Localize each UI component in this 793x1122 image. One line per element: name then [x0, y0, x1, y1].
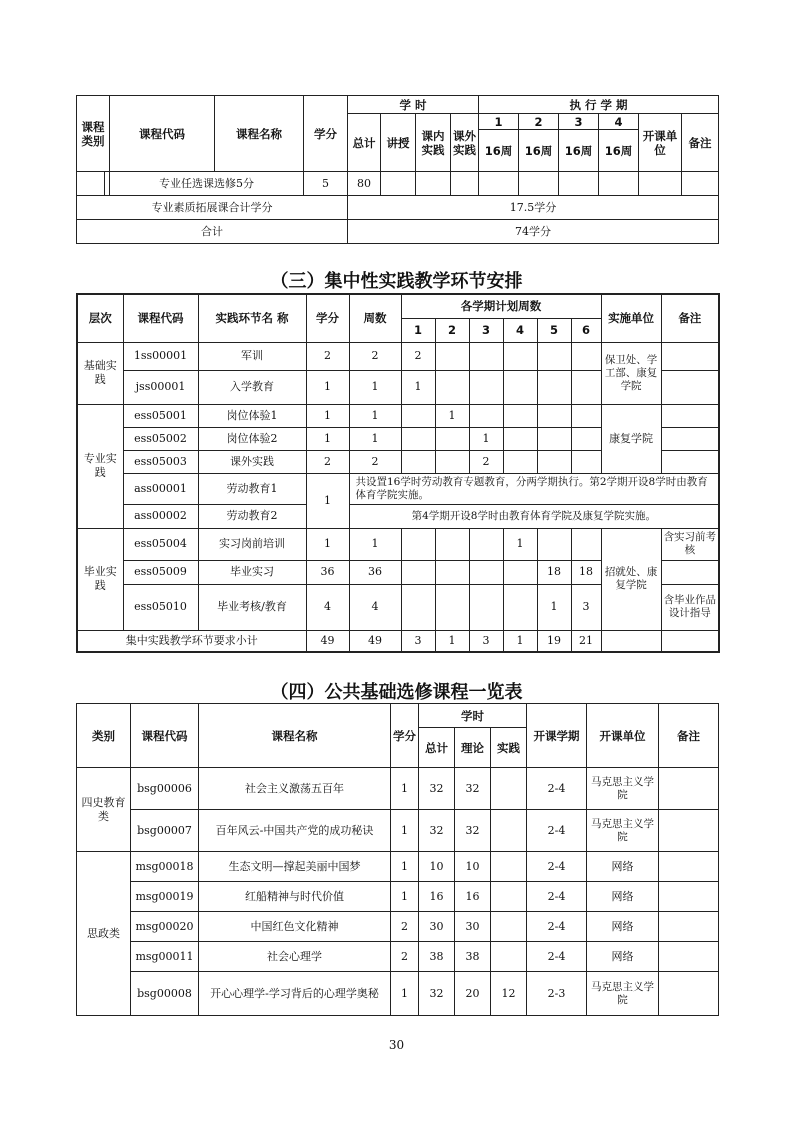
sem-value: 2: [469, 450, 503, 473]
unit: 马克思主义学院: [587, 768, 659, 810]
credit: 2: [306, 342, 349, 370]
credit: 1: [391, 882, 419, 912]
sem-value: 1: [469, 427, 503, 450]
term: 2-4: [527, 810, 587, 852]
header-unit: 开课单位: [639, 114, 682, 172]
header-code: 课程代码: [131, 704, 199, 768]
unit-grad: 招就处、康复学院: [601, 528, 661, 630]
header-weeks: 16周: [559, 130, 599, 172]
header-note: 备注: [661, 294, 719, 342]
credit: 1: [306, 427, 349, 450]
code: jss00001: [123, 370, 198, 404]
credit: 1: [391, 852, 419, 882]
code: msg00018: [131, 852, 199, 882]
subtotal-label: 集中实践教学环节要求小计: [77, 630, 306, 652]
elective-total: 80: [348, 172, 381, 196]
term: 2-3: [527, 972, 587, 1016]
header-weeks: 16周: [599, 130, 639, 172]
header-unit: 实施单位: [601, 294, 661, 342]
unit: 马克思主义学院: [587, 810, 659, 852]
term: 2-4: [527, 768, 587, 810]
subtotal-weeks: 49: [349, 630, 401, 652]
header-note: 备注: [659, 704, 719, 768]
group-grad: 毕业实践: [77, 528, 123, 630]
header-exec-semester: 执 行 学 期: [479, 96, 719, 114]
unit: 网络: [587, 942, 659, 972]
weeks: 1: [349, 370, 401, 404]
weeks: 36: [349, 560, 401, 584]
header-term: 开课学期: [527, 704, 587, 768]
code: ess05002: [123, 427, 198, 450]
header-sem: 3: [559, 114, 599, 130]
header-credit: 学分: [391, 704, 419, 768]
section3-title: （三）集中性实践教学环节安排: [270, 271, 523, 292]
sem-value: 1: [401, 370, 435, 404]
term: 2-4: [527, 942, 587, 972]
practice: [491, 912, 527, 942]
labor-note-2: 第4学期开设8学时由教育体育学院及康复学院实施。: [349, 504, 719, 528]
header-sem: 5: [537, 318, 571, 342]
total: 38: [419, 942, 455, 972]
total: 32: [419, 810, 455, 852]
unit-basic: 保卫处、学工部、康复学院: [601, 342, 661, 404]
credit: 1: [306, 370, 349, 404]
code: bsg00007: [131, 810, 199, 852]
link-name: 军训: [198, 342, 306, 370]
category-politics: 思政类: [77, 852, 131, 1016]
header-unit: 开课单位: [587, 704, 659, 768]
theory: 10: [455, 852, 491, 882]
course-name: 中国红色文化精神: [199, 912, 391, 942]
header-lecture: 讲授: [381, 114, 416, 172]
total: 16: [419, 882, 455, 912]
header-weeks: 16周: [479, 130, 519, 172]
unit: 网络: [587, 882, 659, 912]
weeks: 1: [349, 528, 401, 560]
header-hours: 学时: [419, 704, 527, 728]
credit: 2: [306, 450, 349, 473]
credit: 36: [306, 560, 349, 584]
theory: 32: [455, 768, 491, 810]
header-code: 课程代码: [123, 294, 198, 342]
theory: 20: [455, 972, 491, 1016]
header-weeks: 16周: [519, 130, 559, 172]
note-grad: 含毕业作品设计指导: [661, 584, 719, 630]
total-value: 74学分: [348, 220, 719, 244]
header-name: 课程名称: [199, 704, 391, 768]
header-credit: 学分: [304, 96, 348, 172]
header-sem: 4: [503, 318, 537, 342]
link-name: 入学教育: [198, 370, 306, 404]
unit: 马克思主义学院: [587, 972, 659, 1016]
weeks: 1: [349, 427, 401, 450]
sem-value: 3: [571, 584, 601, 630]
term: 2-4: [527, 852, 587, 882]
practice: [491, 810, 527, 852]
header-sem: 6: [571, 318, 601, 342]
total: 10: [419, 852, 455, 882]
theory: 32: [455, 810, 491, 852]
credit: 4: [306, 584, 349, 630]
credit: 1: [391, 810, 419, 852]
code: ass00001: [123, 473, 198, 504]
header-sem: 1: [401, 318, 435, 342]
credit: 1: [306, 404, 349, 427]
header-sem: 3: [469, 318, 503, 342]
link-name: 岗位体验1: [198, 404, 306, 427]
header-level: 层次: [77, 294, 123, 342]
course-name: 百年风云-中国共产党的成功秘诀: [199, 810, 391, 852]
header-in-practice: 课内实践: [416, 114, 451, 172]
course-name: 生态文明—撑起美丽中国梦: [199, 852, 391, 882]
weeks: 1: [349, 404, 401, 427]
header-weeks: 周数: [349, 294, 401, 342]
code: 1ss00001: [123, 342, 198, 370]
header-sem: 2: [519, 114, 559, 130]
weeks: 2: [349, 450, 401, 473]
link-name: 课外实践: [198, 450, 306, 473]
header-sem: 4: [599, 114, 639, 130]
subtotal-sem: 1: [435, 630, 469, 652]
note-pre: 含实习前考核: [661, 528, 719, 560]
header-sem: 1: [479, 114, 519, 130]
header-credit: 学分: [306, 294, 349, 342]
group-major: 专业实践: [77, 404, 123, 528]
practice: [491, 852, 527, 882]
header-total: 总计: [419, 728, 455, 768]
practice: [491, 942, 527, 972]
sem-value: 18: [537, 560, 571, 584]
page-number: 30: [388, 1038, 405, 1052]
elective-credit: 5: [304, 172, 348, 196]
group-basic: 基础实践: [77, 342, 123, 404]
link-name: 毕业考核/教育: [198, 584, 306, 630]
public-elective-table: [76, 703, 719, 1016]
total: 30: [419, 912, 455, 942]
theory: 30: [455, 912, 491, 942]
labor-credit: 1: [306, 473, 349, 528]
code: ess05010: [123, 584, 198, 630]
unit: 网络: [587, 852, 659, 882]
sem-value: 2: [401, 342, 435, 370]
code: msg00019: [131, 882, 199, 912]
subtotal-credit: 49: [306, 630, 349, 652]
weeks: 4: [349, 584, 401, 630]
header-name: 课程名称: [215, 96, 304, 172]
sem-value: 1: [537, 584, 571, 630]
category-history: 四史教育类: [77, 768, 131, 852]
subtotal-sem: 1: [503, 630, 537, 652]
elective-name: 专业任选课选修5分: [110, 172, 304, 196]
course-name: 开心心理学-学习背后的心理学奥秘: [199, 972, 391, 1016]
sem-value: 1: [503, 528, 537, 560]
link-name: 劳动教育2: [198, 504, 306, 528]
sem-value: 18: [571, 560, 601, 584]
subtotal-sem: 3: [469, 630, 503, 652]
course-name: 社会心理学: [199, 942, 391, 972]
header-link: 实践环节名 称: [198, 294, 306, 342]
header-practice: 实践: [491, 728, 527, 768]
practice-schedule-table: [76, 293, 720, 653]
code: ess05004: [123, 528, 198, 560]
credit: 1: [391, 972, 419, 1016]
code: ess05001: [123, 404, 198, 427]
theory: 38: [455, 942, 491, 972]
code: msg00020: [131, 912, 199, 942]
labor-note-1: 共设置16学时劳动教育专题教育，分两学期执行。第2学期开设8学时由教育体育学院实施。: [349, 473, 719, 504]
header-category: 课程类别: [77, 96, 110, 172]
header-theory: 理论: [455, 728, 491, 768]
link-name: 岗位体验2: [198, 427, 306, 450]
practice: [491, 882, 527, 912]
course-credit-table: [76, 95, 719, 244]
link-name: 毕业实习: [198, 560, 306, 584]
unit-major: 康复学院: [601, 404, 661, 473]
expand-label: 专业素质拓展课合计学分: [77, 196, 348, 220]
header-plan: 各学期计划周数: [401, 294, 601, 318]
total-label: 合计: [77, 220, 348, 244]
code: bsg00008: [131, 972, 199, 1016]
subtotal-sem: 21: [571, 630, 601, 652]
credit: 1: [306, 528, 349, 560]
term: 2-4: [527, 882, 587, 912]
credit: 2: [391, 942, 419, 972]
header-sem: 2: [435, 318, 469, 342]
weeks: 2: [349, 342, 401, 370]
credit: 2: [391, 912, 419, 942]
link-name: 实习岗前培训: [198, 528, 306, 560]
total: 32: [419, 768, 455, 810]
course-name: 红船精神与时代价值: [199, 882, 391, 912]
course-name: 社会主义激荡五百年: [199, 768, 391, 810]
subtotal-sem: 3: [401, 630, 435, 652]
link-name: 劳动教育1: [198, 473, 306, 504]
term: 2-4: [527, 912, 587, 942]
total: 32: [419, 972, 455, 1016]
sem-value: 1: [435, 404, 469, 427]
header-note: 备注: [682, 114, 719, 172]
header-type: 类别: [77, 704, 131, 768]
code: ess05009: [123, 560, 198, 584]
section4-title: （四）公共基础选修课程一览表: [270, 682, 523, 703]
expand-value: 17.5学分: [348, 196, 719, 220]
code: bsg00006: [131, 768, 199, 810]
header-total: 总计: [348, 114, 381, 172]
practice: [491, 768, 527, 810]
header-out-practice: 课外实践: [451, 114, 479, 172]
subtotal-sem: 19: [537, 630, 571, 652]
code: msg00011: [131, 942, 199, 972]
code: ess05003: [123, 450, 198, 473]
credit: 1: [391, 768, 419, 810]
code: ass00002: [123, 504, 198, 528]
header-hours: 学 时: [348, 96, 479, 114]
header-code: 课程代码: [110, 96, 215, 172]
unit: 网络: [587, 912, 659, 942]
theory: 16: [455, 882, 491, 912]
practice: 12: [491, 972, 527, 1016]
